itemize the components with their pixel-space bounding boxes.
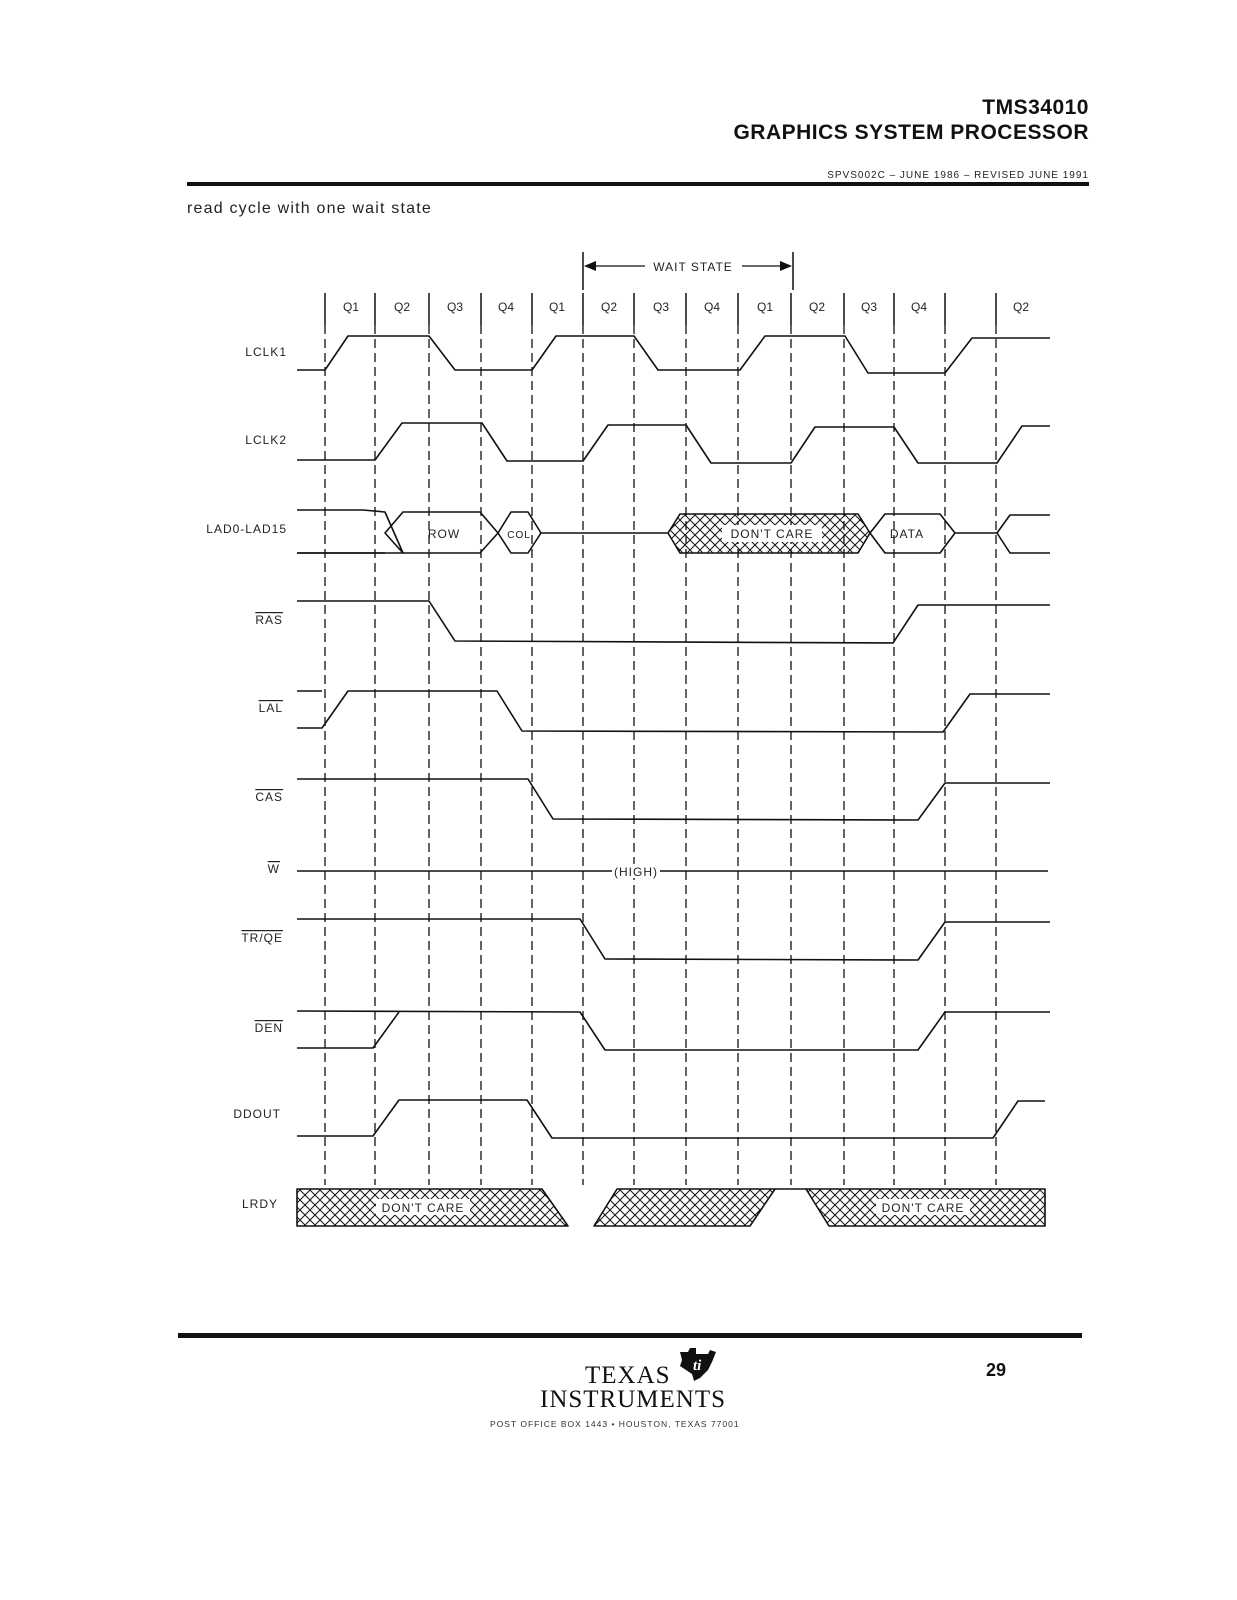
lad-data-label: DATA <box>889 527 925 541</box>
waveform-lclk1 <box>297 336 1050 373</box>
signal-label-ras: RAS <box>255 613 283 627</box>
page-number: 29 <box>986 1360 1007 1380</box>
quarter-label: Q1 <box>342 300 360 314</box>
lad-col-label: COL <box>507 530 531 541</box>
arrow-right-icon <box>780 261 792 271</box>
waveform-trqe <box>297 919 1050 960</box>
waveform-ras <box>297 601 1050 643</box>
quarter-label: Q2 <box>393 300 411 314</box>
quarter-label: Q1 <box>756 300 774 314</box>
waveform-lclk2 <box>297 423 1050 463</box>
waveform-lal <box>297 691 1050 732</box>
signal-label-cas: CAS <box>255 790 283 804</box>
signal-label-lclk1: LCLK1 <box>245 345 287 359</box>
quarter-label: Q3 <box>652 300 670 314</box>
lad-dont-care-label: DON'T CARE <box>730 527 814 541</box>
signal-label-lrdy: LRDY <box>241 1197 278 1211</box>
w-high-label: (HIGH) <box>614 865 658 879</box>
quarter-label: Q2 <box>808 300 826 314</box>
document-reference: SPVS002C – JUNE 1986 – REVISED JUNE 1991 <box>827 170 1089 181</box>
quarter-label: Q1 <box>548 300 566 314</box>
waveform-lad <box>297 510 1050 553</box>
signal-label-trqe: TR/QE <box>241 931 283 945</box>
ti-logo-icon <box>674 1348 720 1382</box>
lrdy-dont-care-label-2: DON'T CARE <box>881 1201 965 1215</box>
lad-row-label: ROW <box>427 527 461 541</box>
brand-line-1: TEXAS <box>585 1362 671 1389</box>
brand-line-2: INSTRUMENTS <box>540 1386 727 1413</box>
signal-label-lal: LAL <box>258 701 283 715</box>
wait-state-marker <box>583 252 793 290</box>
wait-state-label: WAIT STATE <box>653 260 733 274</box>
waveform-den <box>297 1012 399 1048</box>
signal-label-ddout: DDOUT <box>233 1107 281 1121</box>
part-number: TMS34010 <box>982 96 1089 119</box>
waveform-cas <box>297 779 1050 820</box>
svg-text:ti: ti <box>693 1358 702 1374</box>
quarter-label: Q3 <box>860 300 878 314</box>
product-name: GRAPHICS SYSTEM PROCESSOR <box>733 121 1089 144</box>
quarter-label: Q4 <box>910 300 928 314</box>
signal-label-den: DEN <box>254 1021 283 1035</box>
quarter-label: Q2 <box>1012 300 1030 314</box>
waveform-ddout <box>297 1100 1045 1138</box>
arrow-left-icon <box>584 261 596 271</box>
section-title: read cycle with one wait state <box>187 200 432 217</box>
lrdy-dont-care-label-1: DON'T CARE <box>381 1201 465 1215</box>
signal-label-lclk2: LCLK2 <box>245 433 287 447</box>
signal-label-lad: LAD0-LAD15 <box>206 522 287 536</box>
quarter-label: Q3 <box>446 300 464 314</box>
company-address: POST OFFICE BOX 1443 • HOUSTON, TEXAS 77001 <box>490 1419 740 1429</box>
signal-label-w: W <box>267 862 280 876</box>
quarter-label: Q2 <box>600 300 618 314</box>
quarter-label: Q4 <box>497 300 515 314</box>
quarter-label: Q4 <box>703 300 721 314</box>
footer-rule <box>178 1333 1082 1338</box>
